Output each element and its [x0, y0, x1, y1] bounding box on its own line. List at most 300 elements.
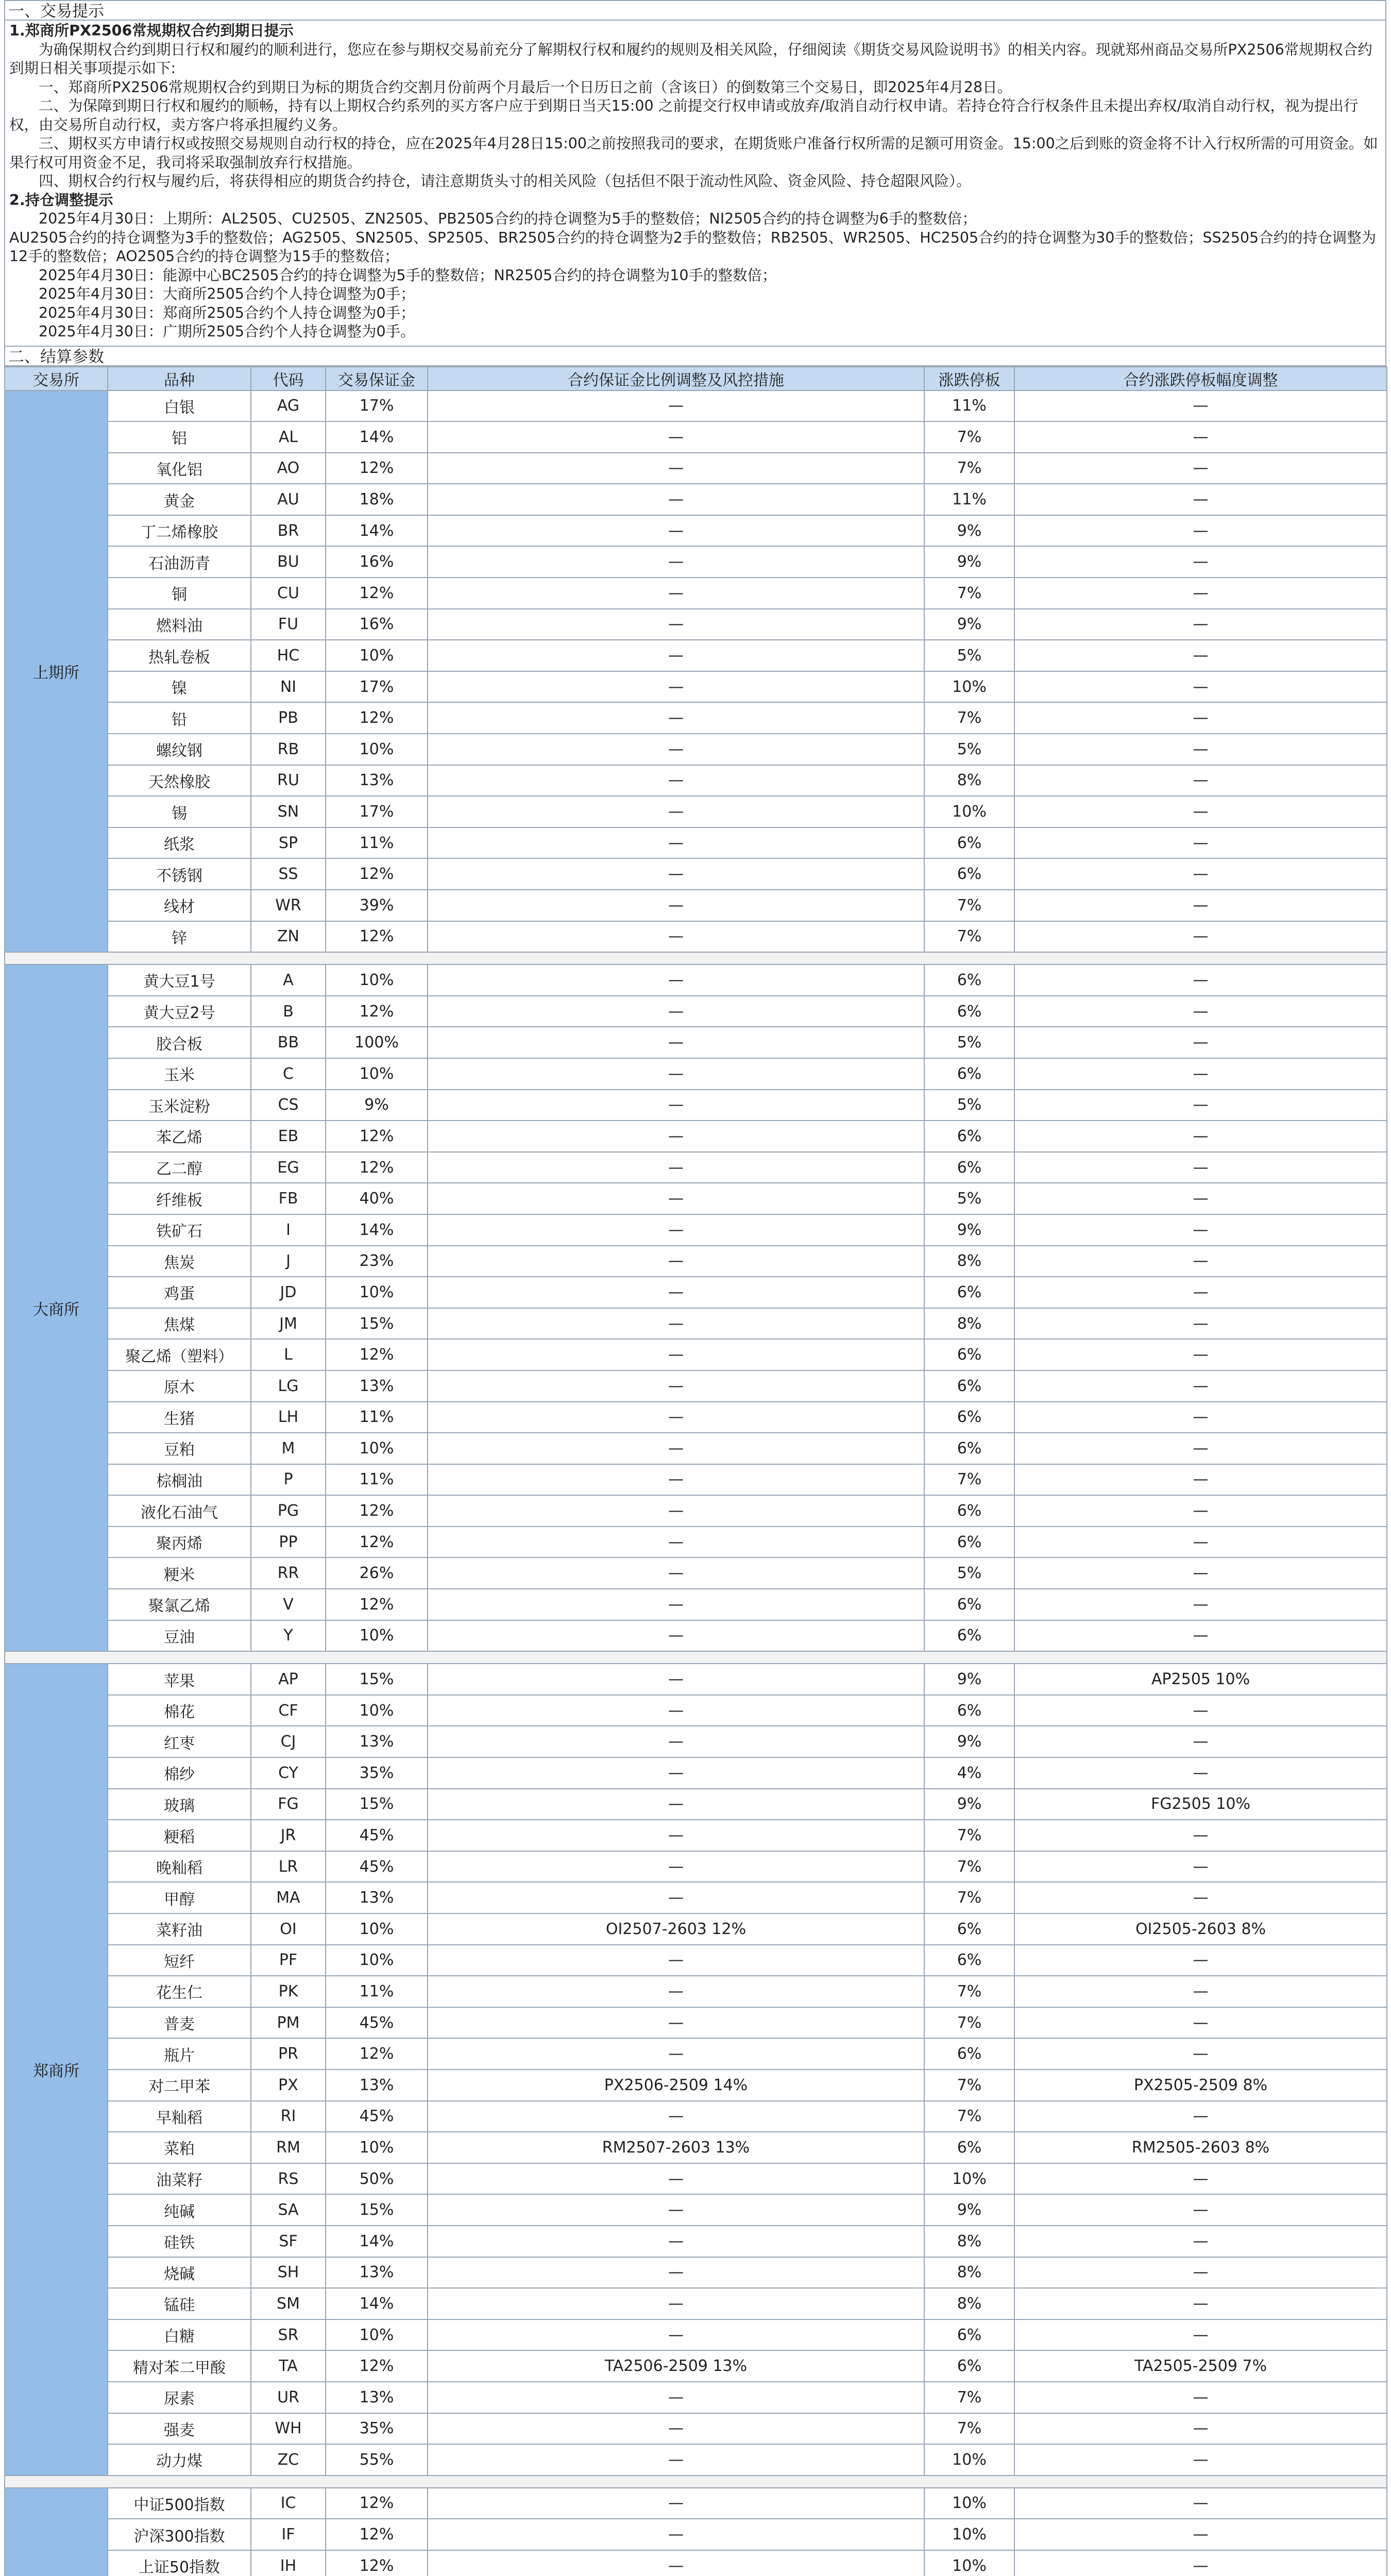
margin-rate: 55%: [326, 2444, 428, 2476]
product-name: 燃料油: [108, 609, 251, 640]
margin-adjustment: —: [428, 391, 924, 422]
margin-rate: 10%: [326, 1913, 428, 1945]
product-code: PR: [251, 2038, 326, 2070]
margin-adjustment: —: [428, 453, 924, 484]
margin-adjustment: —: [428, 2101, 924, 2132]
margin-adjustment: —: [428, 1433, 924, 1464]
limit-adjustment: —: [1014, 421, 1387, 453]
notice-paragraph: 为确保期权合约到期日行权和履约的顺利进行，您应在参与期权交易前充分了解期权行权和履约的规则及相关风险，仔细阅读《期货交易风险说明书》的相关内容。现就郑州商品交易所PX2506常规期权合约到期日相关事项提示如下:: [9, 41, 1372, 77]
limit-adjustment: —: [1014, 1589, 1387, 1620]
product-name: 精对苯二甲酸: [108, 2350, 251, 2382]
table-row: [5, 734, 1387, 765]
table-row: [5, 1183, 1387, 1214]
product-name: 纤维板: [108, 1183, 251, 1214]
product-name: 对二甲苯: [108, 2070, 251, 2101]
product-code: PF: [251, 1945, 326, 1976]
limit-adjustment: AP2505 10%: [1014, 1664, 1387, 1695]
margin-rate: 12%: [326, 702, 428, 734]
price-limit: 5%: [924, 1183, 1014, 1214]
margin-rate: 13%: [326, 1726, 428, 1757]
margin-rate: 12%: [326, 996, 428, 1027]
notice-line: 2025年4月30日：广期所2505合约个人持仓调整为0手。: [39, 323, 415, 340]
margin-rate: 13%: [326, 765, 428, 796]
table-row: [5, 1695, 1387, 1726]
product-name: 沪深300指数: [108, 2519, 251, 2550]
table-row: [5, 2101, 1387, 2132]
table-row: [5, 1945, 1387, 1976]
product-name: 丁二烯橡胶: [108, 515, 251, 547]
table-row: [5, 2288, 1387, 2319]
margin-rate: 12%: [326, 1589, 428, 1620]
margin-adjustment: —: [428, 765, 924, 796]
margin-rate: 15%: [326, 1308, 428, 1340]
limit-adjustment: —: [1014, 2101, 1387, 2132]
price-limit: 7%: [924, 2101, 1014, 2132]
page: [4, 0, 1386, 2576]
margin-rate: 11%: [326, 827, 428, 859]
product-name: 锰硅: [108, 2288, 251, 2319]
table-row: [5, 2070, 1387, 2101]
margin-adjustment: —: [428, 2194, 924, 2226]
table-row: [5, 1339, 1387, 1370]
margin-adjustment: —: [428, 1246, 924, 1277]
product-name: 硅铁: [108, 2226, 251, 2257]
limit-adjustment: —: [1014, 765, 1387, 796]
table-row: [5, 1277, 1387, 1308]
limit-adjustment: —: [1014, 1726, 1387, 1757]
header-limit-adjustment: 合约涨跌停板幅度调整: [1014, 367, 1387, 391]
product-name: 不锈钢: [108, 858, 251, 890]
product-name: 强麦: [108, 2413, 251, 2445]
margin-rate: 10%: [326, 1620, 428, 1652]
product-name: 锌: [108, 921, 251, 953]
limit-adjustment: —: [1014, 702, 1387, 734]
table-row: [5, 1027, 1387, 1058]
exchange-cell: 上期所: [5, 391, 108, 953]
product-name: 白糖: [108, 2319, 251, 2351]
price-limit: 7%: [924, 578, 1014, 609]
margin-rate: 12%: [326, 2550, 428, 2576]
price-limit: 6%: [924, 2132, 1014, 2163]
limit-adjustment: —: [1014, 1882, 1387, 1913]
price-limit: 7%: [924, 2413, 1014, 2445]
table-row: [5, 453, 1387, 484]
product-name: 线材: [108, 890, 251, 921]
product-name: 菜粕: [108, 2132, 251, 2163]
header-product: 品种: [108, 367, 251, 391]
margin-rate: 11%: [326, 1402, 428, 1433]
product-name: 中证500指数: [108, 2488, 251, 2519]
table-row: [5, 921, 1387, 953]
price-limit: 6%: [924, 1339, 1014, 1370]
product-code: CS: [251, 1090, 326, 1121]
product-name: 黄金: [108, 484, 251, 515]
margin-adjustment: —: [428, 1589, 924, 1620]
price-limit: 6%: [924, 1121, 1014, 1152]
margin-adjustment: —: [428, 546, 924, 578]
margin-rate: 10%: [326, 1277, 428, 1308]
price-limit: 5%: [924, 1557, 1014, 1589]
price-limit: 6%: [924, 1589, 1014, 1620]
margin-rate: 15%: [326, 1664, 428, 1695]
margin-adjustment: —: [428, 1214, 924, 1246]
margin-rate: 13%: [326, 1882, 428, 1913]
product-code: A: [251, 964, 326, 996]
table-row: [5, 1527, 1387, 1558]
product-name: 苯乙烯: [108, 1121, 251, 1152]
price-limit: 7%: [924, 2007, 1014, 2039]
margin-rate: 45%: [326, 1820, 428, 1851]
margin-rate: 11%: [326, 1976, 428, 2007]
product-code: MA: [251, 1882, 326, 1913]
limit-adjustment: —: [1014, 1945, 1387, 1976]
product-name: 甲醇: [108, 1882, 251, 1913]
limit-adjustment: —: [1014, 1183, 1387, 1214]
margin-rate: 45%: [326, 2007, 428, 2039]
table-row: [5, 484, 1387, 515]
price-limit: 10%: [924, 671, 1014, 703]
limit-adjustment: —: [1014, 996, 1387, 1027]
margin-rate: 45%: [326, 2101, 428, 2132]
margin-adjustment: —: [428, 1557, 924, 1589]
margin-adjustment: —: [428, 1945, 924, 1976]
product-name: 聚丙烯: [108, 1527, 251, 1558]
margin-adjustment: —: [428, 2319, 924, 2351]
product-name: 原木: [108, 1370, 251, 1402]
margin-rate: 35%: [326, 2413, 428, 2445]
product-code: SN: [251, 796, 326, 827]
separator-cell: [5, 952, 1387, 964]
margin-rate: 10%: [326, 1695, 428, 1726]
limit-adjustment: TA2505-2509 7%: [1014, 2350, 1387, 2382]
table-row: [5, 2226, 1387, 2257]
margin-adjustment: —: [428, 2007, 924, 2039]
product-code: PP: [251, 1527, 326, 1558]
limit-adjustment: —: [1014, 1152, 1387, 1183]
margin-adjustment: —: [428, 671, 924, 703]
product-code: IC: [251, 2488, 326, 2519]
limit-adjustment: —: [1014, 2488, 1387, 2519]
margin-rate: 17%: [326, 671, 428, 703]
table-row: [5, 1402, 1387, 1433]
product-code: B: [251, 996, 326, 1027]
limit-adjustment: —: [1014, 1121, 1387, 1152]
table-row: [5, 1820, 1387, 1851]
table-row: [5, 858, 1387, 890]
notice-paragraph: 二、为保障到期日行权和履约的顺畅，持有以上期权合约系列的买方客户应于到期日当天15:00 之前提交行权申请或放弃/取消自动行权申请。若持仓符合行权条件且未提出弃权/取消自动行权，视为提出行权，由交易所自动行权，卖方客户将承担履约义务。: [9, 97, 1359, 133]
group-separator: [5, 952, 1387, 964]
limit-adjustment: —: [1014, 1495, 1387, 1527]
price-limit: 6%: [924, 858, 1014, 890]
price-limit: 9%: [924, 1214, 1014, 1246]
table-row: [5, 2257, 1387, 2289]
price-limit: 6%: [924, 2319, 1014, 2351]
exchange-cell: 大商所: [5, 964, 108, 1651]
limit-adjustment: —: [1014, 1820, 1387, 1851]
table-row: [5, 2413, 1387, 2445]
product-code: JM: [251, 1308, 326, 1340]
margin-adjustment: —: [428, 421, 924, 453]
margin-adjustment: —: [428, 734, 924, 765]
product-code: RR: [251, 1557, 326, 1589]
table-row: [5, 2038, 1387, 2070]
margin-adjustment: —: [428, 2550, 924, 2576]
product-name: 焦煤: [108, 1308, 251, 1340]
margin-adjustment: PX2506-2509 14%: [428, 2070, 924, 2101]
product-code: SA: [251, 2194, 326, 2226]
limit-adjustment: —: [1014, 2257, 1387, 2289]
product-code: FB: [251, 1183, 326, 1214]
product-code: EG: [251, 1152, 326, 1183]
limit-adjustment: —: [1014, 734, 1387, 765]
table-row: [5, 546, 1387, 578]
product-code: AU: [251, 484, 326, 515]
product-name: 花生仁: [108, 1976, 251, 2007]
limit-adjustment: —: [1014, 1620, 1387, 1652]
price-limit: 8%: [924, 1246, 1014, 1277]
product-name: 鸡蛋: [108, 1277, 251, 1308]
product-name: 粳稻: [108, 1820, 251, 1851]
separator-cell: [5, 1651, 1387, 1664]
margin-rate: 12%: [326, 578, 428, 609]
product-name: 瓶片: [108, 2038, 251, 2070]
margin-adjustment: —: [428, 1495, 924, 1527]
product-code: OI: [251, 1913, 326, 1945]
product-name: 镍: [108, 671, 251, 703]
table-row: [5, 765, 1387, 796]
margin-rate: 40%: [326, 1183, 428, 1214]
section-title-trading-notice: 一、交易提示: [4, 0, 1386, 21]
product-code: J: [251, 1246, 326, 1277]
price-limit: 10%: [924, 796, 1014, 827]
margin-adjustment: —: [428, 640, 924, 671]
product-name: 纸浆: [108, 827, 251, 859]
margin-rate: 14%: [326, 1214, 428, 1246]
exchange-cell: 郑商所: [5, 1664, 108, 2475]
product-name: 普麦: [108, 2007, 251, 2039]
product-name: 豆油: [108, 1620, 251, 1652]
margin-adjustment: —: [428, 1339, 924, 1370]
settlement-params-table: [4, 366, 1387, 2576]
product-name: 生猪: [108, 1402, 251, 1433]
section-title-settlement-params: 二、结算参数: [4, 346, 1386, 366]
price-limit: 7%: [924, 2382, 1014, 2413]
price-limit: 6%: [924, 1058, 1014, 1090]
margin-rate: 45%: [326, 1851, 428, 1883]
product-name: 铜: [108, 578, 251, 609]
product-code: AO: [251, 453, 326, 484]
margin-rate: 12%: [326, 453, 428, 484]
limit-adjustment: —: [1014, 1027, 1387, 1058]
price-limit: 8%: [924, 1308, 1014, 1340]
price-limit: 8%: [924, 765, 1014, 796]
price-limit: 6%: [924, 1527, 1014, 1558]
limit-adjustment: —: [1014, 391, 1387, 422]
margin-adjustment: —: [428, 1620, 924, 1652]
margin-rate: 18%: [326, 484, 428, 515]
product-code: RM: [251, 2132, 326, 2163]
limit-adjustment: —: [1014, 1058, 1387, 1090]
margin-rate: 15%: [326, 2194, 428, 2226]
price-limit: 6%: [924, 1945, 1014, 1976]
product-code: WH: [251, 2413, 326, 2445]
product-code: PG: [251, 1495, 326, 1527]
notice-heading-position: 2.持仓调整提示: [9, 191, 113, 209]
table-row: [5, 578, 1387, 609]
table-row: [5, 1464, 1387, 1496]
margin-adjustment: —: [428, 2288, 924, 2319]
product-name: 红枣: [108, 1726, 251, 1757]
notice-line: AU2505合约的持仓调整为3手的整数倍；AG2505、SN2505、SP2505、BR2505合约的持仓调整为2手的整数倍；RB2505、WR2505、HC2505合约的持仓调整为30手的整数倍；SS2505合约的持仓调整为12手的整数倍；AO2505合约的持仓调整为15手的整数倍；: [9, 229, 1377, 265]
margin-rate: 10%: [326, 1433, 428, 1464]
margin-adjustment: —: [428, 1402, 924, 1433]
product-name: 聚乙烯（塑料）: [108, 1339, 251, 1370]
header-margin-adjustment: 合约保证金比例调整及风控措施: [428, 367, 924, 391]
product-code: C: [251, 1058, 326, 1090]
product-name: 晚籼稻: [108, 1851, 251, 1883]
product-name: 玻璃: [108, 1789, 251, 1820]
notice-paragraph: 三、期权买方申请行权或按照交易规则自动行权的持仓，应在2025年4月28日15:00之前按照我司的要求，在期货账户准备行权所需的足额可用资金。15:00之后到账的资金将不计入行权所需的可用资金。如果行权可用资金不足，我司将采取强制放弃行权措施。: [9, 135, 1378, 171]
limit-adjustment: —: [1014, 1402, 1387, 1433]
margin-adjustment: —: [428, 2257, 924, 2289]
limit-adjustment: —: [1014, 2007, 1387, 2039]
margin-adjustment: —: [428, 1277, 924, 1308]
product-code: BB: [251, 1027, 326, 1058]
price-limit: 7%: [924, 702, 1014, 734]
margin-rate: 12%: [326, 858, 428, 890]
product-code: NI: [251, 671, 326, 703]
product-name: 粳米: [108, 1557, 251, 1589]
group-separator: [5, 1651, 1387, 1664]
product-code: SM: [251, 2288, 326, 2319]
product-code: JD: [251, 1277, 326, 1308]
margin-rate: 14%: [326, 421, 428, 453]
limit-adjustment: —: [1014, 578, 1387, 609]
margin-adjustment: —: [428, 609, 924, 640]
table-row: [5, 640, 1387, 671]
margin-adjustment: —: [428, 1121, 924, 1152]
price-limit: 9%: [924, 2194, 1014, 2226]
limit-adjustment: —: [1014, 2444, 1387, 2476]
notice-line: 2025年4月30日：郑商所2505合约个人持仓调整为0手；: [39, 304, 415, 321]
limit-adjustment: —: [1014, 1433, 1387, 1464]
product-name: 玉米: [108, 1058, 251, 1090]
header-exchange: 交易所: [5, 367, 108, 391]
price-limit: 6%: [924, 2038, 1014, 2070]
price-limit: 11%: [924, 391, 1014, 422]
product-name: 液化石油气: [108, 1495, 251, 1527]
product-code: ZC: [251, 2444, 326, 2476]
limit-adjustment: —: [1014, 546, 1387, 578]
margin-adjustment: —: [428, 1308, 924, 1340]
price-limit: 7%: [924, 421, 1014, 453]
price-limit: 7%: [924, 1851, 1014, 1883]
limit-adjustment: —: [1014, 1527, 1387, 1558]
margin-rate: 10%: [326, 1945, 428, 1976]
product-name: 乙二醇: [108, 1152, 251, 1183]
table-row: [5, 1851, 1387, 1883]
table-row: [5, 1789, 1387, 1820]
limit-adjustment: —: [1014, 2550, 1387, 2576]
margin-rate: 10%: [326, 2132, 428, 2163]
table-row: [5, 1976, 1387, 2007]
limit-adjustment: —: [1014, 796, 1387, 827]
table-row: [5, 1664, 1387, 1695]
table-row: [5, 702, 1387, 734]
product-name: 聚氯乙烯: [108, 1589, 251, 1620]
product-code: ZN: [251, 921, 326, 953]
price-limit: 7%: [924, 453, 1014, 484]
limit-adjustment: —: [1014, 2519, 1387, 2550]
limit-adjustment: —: [1014, 484, 1387, 515]
notice-line: 2025年4月30日：能源中心BC2505合约的持仓调整为5手的整数倍；NR2505合约的持仓调整为10手的整数倍；: [39, 266, 777, 284]
margin-adjustment: —: [428, 1090, 924, 1121]
margin-adjustment: —: [428, 1152, 924, 1183]
product-code: FG: [251, 1789, 326, 1820]
product-code: RI: [251, 2101, 326, 2132]
table-row: [5, 2550, 1387, 2576]
product-code: RS: [251, 2163, 326, 2195]
price-limit: 8%: [924, 2226, 1014, 2257]
price-limit: 7%: [924, 1464, 1014, 1496]
price-limit: 6%: [924, 1495, 1014, 1527]
margin-adjustment: —: [428, 827, 924, 859]
margin-adjustment: —: [428, 2163, 924, 2195]
product-name: 早籼稻: [108, 2101, 251, 2132]
table-row: [5, 1090, 1387, 1121]
limit-adjustment: —: [1014, 921, 1387, 953]
table-row: [5, 2488, 1387, 2519]
price-limit: 4%: [924, 1757, 1014, 1789]
product-code: WR: [251, 890, 326, 921]
margin-adjustment: —: [428, 1027, 924, 1058]
margin-rate: 10%: [326, 2319, 428, 2351]
limit-adjustment: —: [1014, 2319, 1387, 2351]
price-limit: 6%: [924, 1152, 1014, 1183]
product-code: M: [251, 1433, 326, 1464]
product-name: 玉米淀粉: [108, 1090, 251, 1121]
product-code: BR: [251, 515, 326, 547]
table-row: [5, 1308, 1387, 1340]
limit-adjustment: —: [1014, 2382, 1387, 2413]
product-code: L: [251, 1339, 326, 1370]
margin-rate: 26%: [326, 1557, 428, 1589]
product-name: 菜籽油: [108, 1913, 251, 1945]
price-limit: 10%: [924, 2519, 1014, 2550]
price-limit: 7%: [924, 1820, 1014, 1851]
margin-rate: 12%: [326, 1152, 428, 1183]
margin-rate: 35%: [326, 1757, 428, 1789]
price-limit: 8%: [924, 2257, 1014, 2289]
margin-adjustment: —: [428, 1664, 924, 1695]
price-limit: 9%: [924, 1789, 1014, 1820]
product-name: 黄大豆1号: [108, 964, 251, 996]
price-limit: 6%: [924, 1402, 1014, 1433]
product-code: SP: [251, 827, 326, 859]
margin-rate: 10%: [326, 1058, 428, 1090]
price-limit: 11%: [924, 484, 1014, 515]
price-limit: 8%: [924, 2288, 1014, 2319]
trading-notice: [4, 21, 1386, 346]
margin-rate: 12%: [326, 921, 428, 953]
margin-adjustment: OI2507-2603 12%: [428, 1913, 924, 1945]
limit-adjustment: —: [1014, 890, 1387, 921]
margin-adjustment: —: [428, 1370, 924, 1402]
margin-rate: 12%: [326, 2519, 428, 2550]
product-code: I: [251, 1214, 326, 1246]
margin-adjustment: —: [428, 1527, 924, 1558]
product-code: Y: [251, 1620, 326, 1652]
